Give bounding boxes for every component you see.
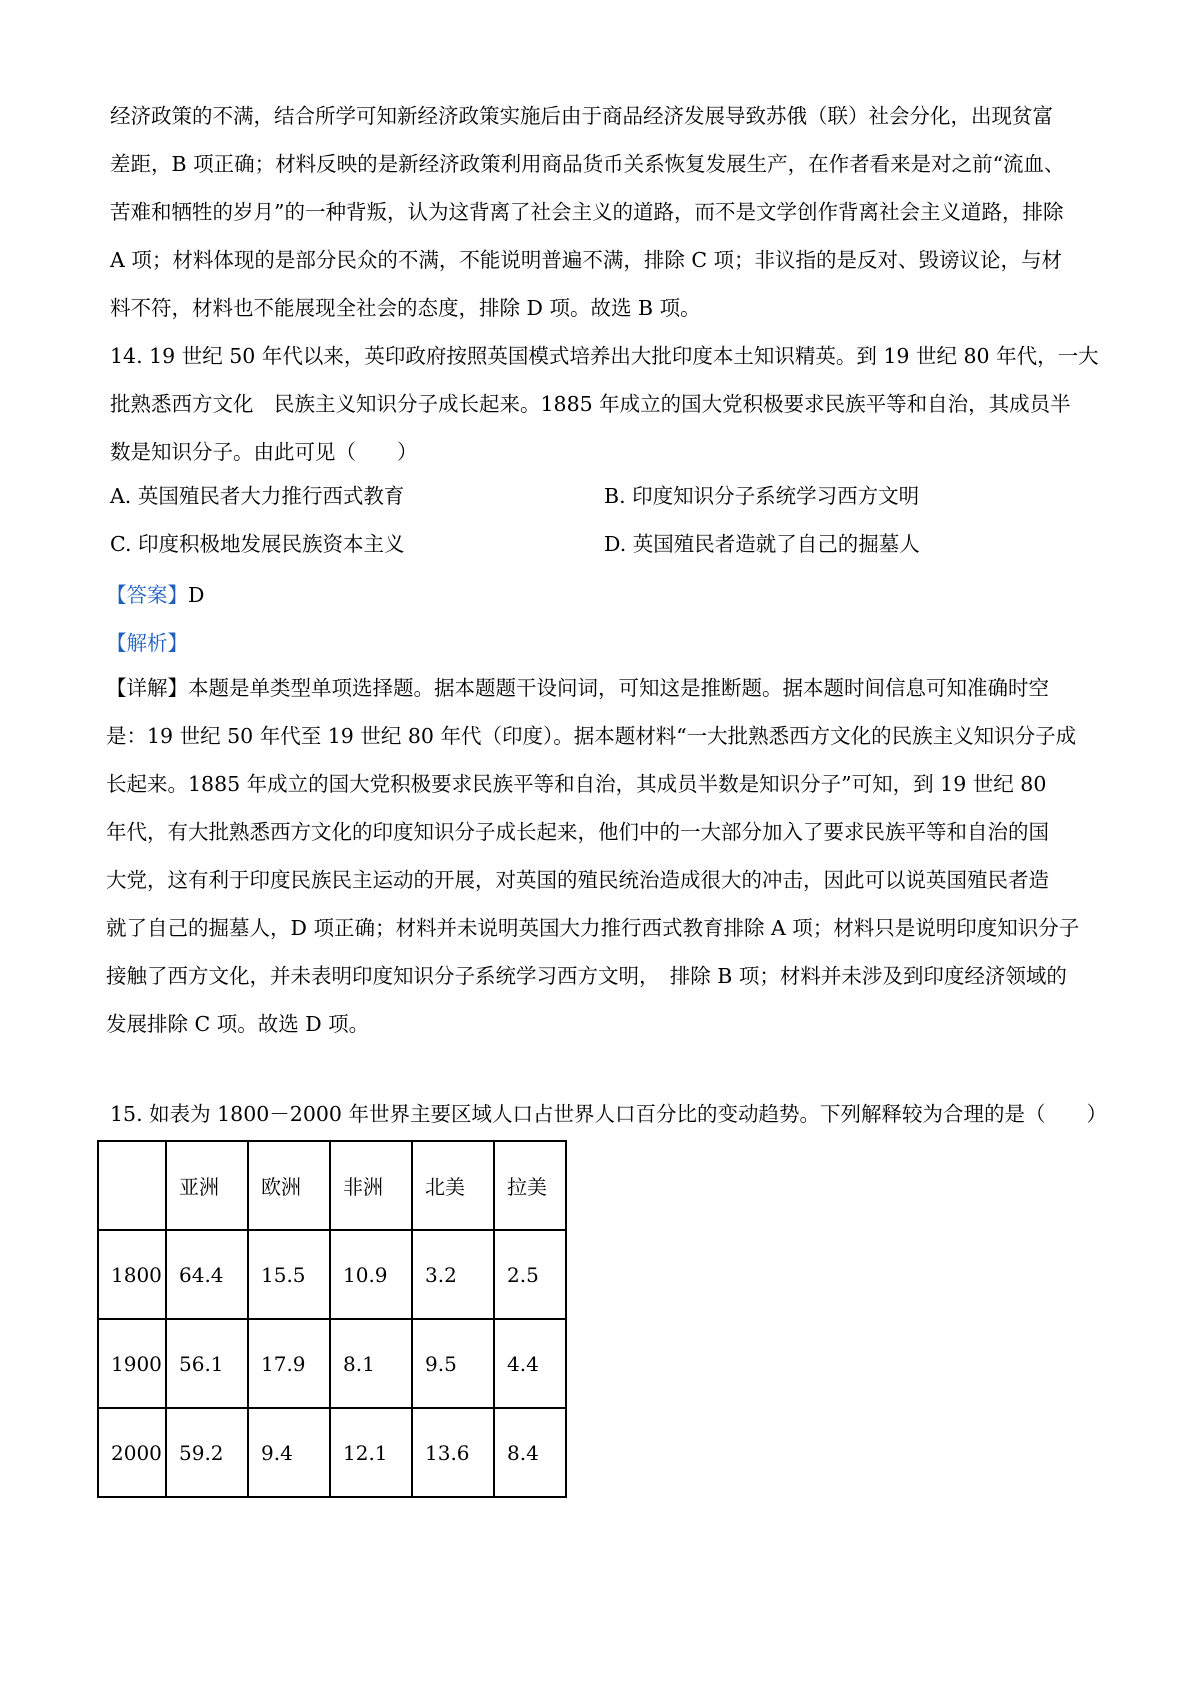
q14-option-b: B. 印度知识分子系统学习西方文明 (604, 484, 920, 508)
q15-stem: 15. 如表为 1800－2000 年世界主要区域人口占世界人口百分比的变动趋势。下列解释较为合理的是（ ） (110, 1102, 1107, 1126)
text-line: 【详解】本题是单类型单项选择题。据本题题干设问词，可知这是推断题。据本题时间信息可知准确时空 (106, 676, 1049, 700)
text-line: 发展排除 C 项。故选 D 项。 (106, 1012, 370, 1036)
prev-explanation (110, 92, 1100, 332)
table-cell: 10.9 (330, 1230, 412, 1319)
table-cell: 9.4 (248, 1408, 330, 1497)
table-corner-cell (98, 1141, 166, 1230)
text-line: 苦难和牺牲的岁月”的一种背叛，认为这背离了社会主义的道路，而不是文学创作背离社会主义道路，排除 (110, 200, 1064, 224)
text-line: 差距，B 项正确；材料反映的是新经济政策利用商品货币关系恢复发展生产，在作者看来是对之前“流血、 (110, 152, 1065, 176)
text-line: 长起来。1885 年成立的国大党积极要求民族平等和自治，其成员半数是知识分子”可知，到 19 世纪 80 (106, 772, 1047, 796)
table-year-cell: 1800 (98, 1230, 166, 1319)
table-cell: 12.1 (330, 1408, 412, 1497)
table-row (98, 1319, 566, 1408)
table-cell: 8.4 (494, 1408, 566, 1497)
population-table (97, 1140, 567, 1498)
table-header-cell: 北美 (412, 1141, 494, 1230)
table-cell: 56.1 (166, 1319, 248, 1408)
table-header-cell: 非洲 (330, 1141, 412, 1230)
table-year-cell: 2000 (98, 1408, 166, 1497)
table-cell: 15.5 (248, 1230, 330, 1319)
text-line: A 项；材料体现的是部分民众的不满，不能说明普遍不满，排除 C 项；非议指的是反对、毁谤议论，与材 (110, 248, 1063, 272)
text-line: 就了自己的掘墓人，D 项正确；材料并未说明英国大力推行西式教育排除 A 项；材料只是说明印度知识分子 (106, 916, 1080, 940)
table-header-cell: 亚洲 (166, 1141, 248, 1230)
table-year-cell: 1900 (98, 1319, 166, 1408)
q14-stem (110, 332, 1100, 476)
text-line: 14. 19 世纪 50 年代以来，英印政府按照英国模式培养出大批印度本土知识精英。到 19 世纪 80 年代，一大 (110, 344, 1099, 368)
q14-analysis-tag: 【解析】 (106, 631, 188, 655)
text-line: 批熟悉西方文化 民族主义知识分子成长起来。1885 年成立的国大党积极要求民族平等和自治，其成员半 (110, 392, 1071, 416)
table-cell: 8.1 (330, 1319, 412, 1408)
table-cell: 4.4 (494, 1319, 566, 1408)
q14-detail (106, 664, 1096, 1048)
table-cell: 9.5 (412, 1319, 494, 1408)
q14-option-c: C. 印度积极地发展民族资本主义 (110, 532, 405, 556)
text-line: 料不符，材料也不能展现全社会的态度，排除 D 项。故选 B 项。 (110, 296, 701, 320)
text-line: 经济政策的不满，结合所学可知新经济政策实施后由于商品经济发展导致苏俄（联）社会分化，出现贫富 (110, 104, 1053, 128)
text-line: 接触了西方文化，并未表明印度知识分子系统学习西方文明， 排除 B 项；材料并未涉及到印度经济领域的 (106, 964, 1067, 988)
text-line: 数是知识分子。由此可见（ ） (110, 440, 418, 464)
answer-value: D (188, 583, 205, 607)
table-cell: 17.9 (248, 1319, 330, 1408)
table-row (98, 1408, 566, 1497)
table-cell: 13.6 (412, 1408, 494, 1497)
table-cell: 64.4 (166, 1230, 248, 1319)
table-cell: 2.5 (494, 1230, 566, 1319)
text-line: 大党，这有利于印度民族民主运动的开展，对英国的殖民统治造成很大的冲击，因此可以说英国殖民者造 (106, 868, 1049, 892)
table-row (98, 1230, 566, 1319)
text-line: 年代，有大批熟悉西方文化的印度知识分子成长起来，他们中的一大部分加入了要求民族平等和自治的国 (106, 820, 1049, 844)
text-line: 是：19 世纪 50 年代至 19 世纪 80 年代（印度）。据本题材料“一大批熟悉西方文化的民族主义知识分子成 (106, 724, 1077, 748)
table-header-row (98, 1141, 566, 1230)
answer-tag: 【答案】 (106, 583, 188, 607)
table-cell: 3.2 (412, 1230, 494, 1319)
q14-answer (106, 578, 204, 608)
table-cell: 59.2 (166, 1408, 248, 1497)
table-header-cell: 拉美 (494, 1141, 566, 1230)
q14-option-a: A. 英国殖民者大力推行西式教育 (110, 484, 405, 508)
q14-option-d: D. 英国殖民者造就了自己的掘墓人 (604, 532, 920, 556)
table-header-cell: 欧洲 (248, 1141, 330, 1230)
